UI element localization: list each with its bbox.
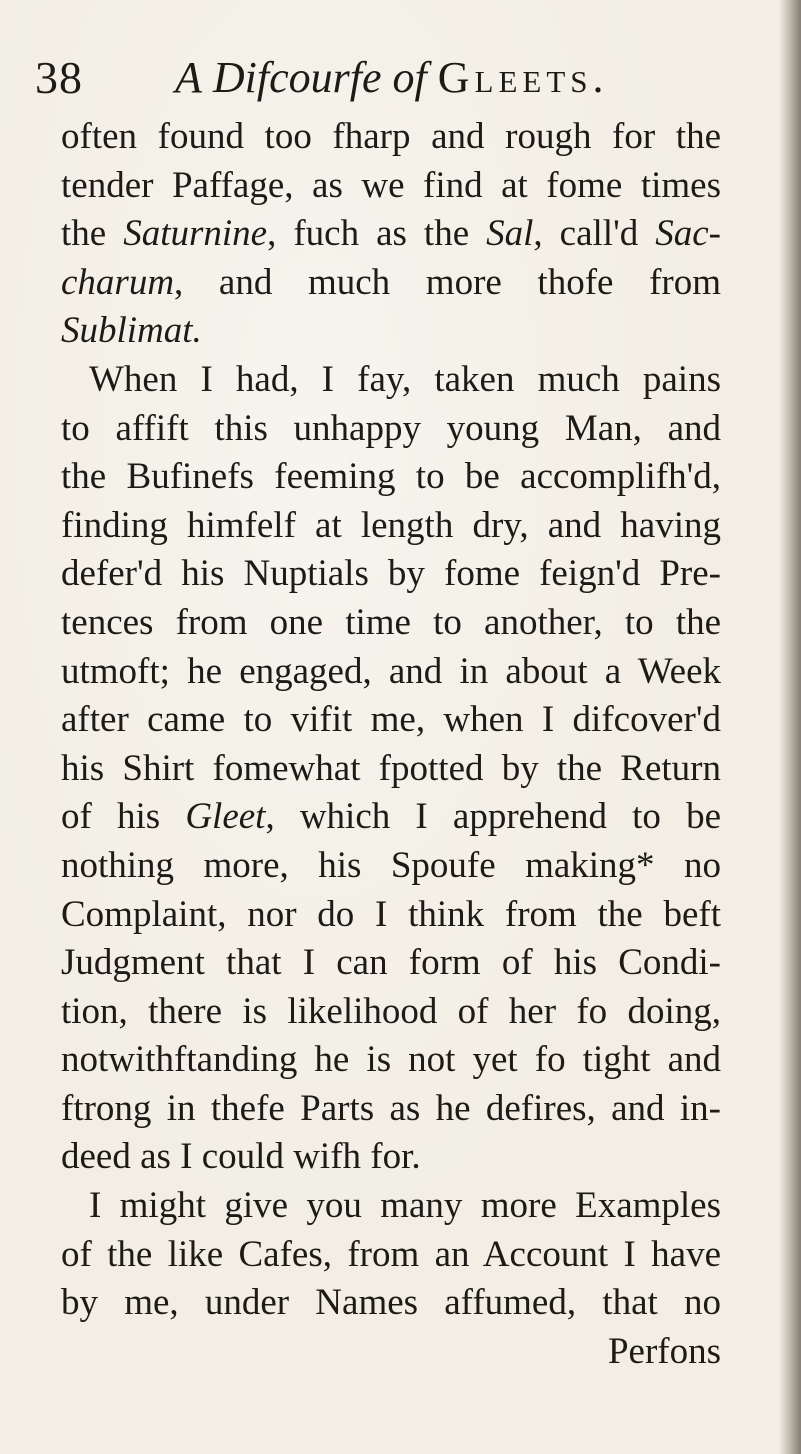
text-run: , fuch as the bbox=[267, 213, 487, 255]
text-line: Sublimat. bbox=[61, 310, 202, 352]
text-line: ftrong in thefe Parts as he defires, and in- bbox=[61, 1087, 721, 1129]
text-line: the Bufinefs feeming to be accomplifh'd, bbox=[61, 456, 721, 498]
text-line: tion, there is likelihood of her fo doing, bbox=[61, 990, 721, 1032]
text-line: utmoft; he engaged, and in about a Week bbox=[61, 650, 721, 692]
text-run: the bbox=[61, 213, 124, 255]
text-run-italic: Gleet bbox=[185, 796, 266, 838]
paragraph-start-line: When I had, I fay, taken much pains bbox=[89, 358, 721, 400]
running-header bbox=[0, 48, 780, 108]
text-line: his Shirt fomewhat fpotted by the Return bbox=[61, 747, 721, 789]
text-run-italic: charum bbox=[61, 261, 175, 303]
page-edge-shadow bbox=[779, 0, 801, 1454]
title-word: Difcourfe bbox=[212, 53, 382, 102]
text-line: to affift this unhappy young Man, and bbox=[61, 407, 721, 449]
text-run-italic: Sac- bbox=[655, 213, 721, 255]
paragraph-start-line: I might give you many more Examples bbox=[89, 1185, 721, 1227]
title-article: A bbox=[175, 53, 202, 102]
text-run: , call'd bbox=[533, 213, 656, 255]
text-line: defer'd his Nuptials by fome feign'd Pre- bbox=[61, 553, 721, 595]
text-line: Complaint, nor do I think from the beft bbox=[61, 893, 721, 935]
text-line bbox=[61, 793, 721, 842]
text-line: deed as I could wifh for. bbox=[61, 1136, 421, 1178]
text-run-italic: Saturnine bbox=[123, 213, 268, 255]
text-run: of his bbox=[61, 796, 186, 838]
text-line: notwithftanding he is not yet fo tight and bbox=[61, 1039, 721, 1081]
text-line: by me, under Names affumed, that no bbox=[61, 1282, 721, 1324]
text-line: Judgment that I can form of his Condi- bbox=[61, 942, 721, 984]
text-run: , which I apprehend to be bbox=[265, 796, 721, 838]
text-run: , and much more thofe from bbox=[174, 261, 721, 303]
text-line: finding himfelf at length dry, and having bbox=[61, 504, 721, 546]
page-number: 38 bbox=[35, 52, 83, 103]
text-run-italic: Sal bbox=[486, 213, 534, 255]
title-of: of bbox=[392, 53, 427, 102]
text-line bbox=[61, 259, 721, 308]
text-line: tender Paffage, as we find at fome times bbox=[61, 164, 721, 206]
title-subject: Gleets. bbox=[437, 53, 609, 102]
catchword: Perfons bbox=[607, 1330, 721, 1372]
text-line: tences from one time to another, to the bbox=[61, 601, 721, 643]
text-line: nothing more, his Spoufe making* no bbox=[61, 844, 721, 886]
text-line: after came to vifit me, when I difcover'd bbox=[61, 699, 721, 741]
body-text bbox=[61, 113, 721, 1376]
text-line: often found too fharp and rough for the bbox=[61, 116, 721, 157]
text-line bbox=[61, 210, 721, 259]
text-line: of the like Cafes, from an Account I have bbox=[61, 1233, 721, 1275]
running-title bbox=[175, 48, 609, 108]
